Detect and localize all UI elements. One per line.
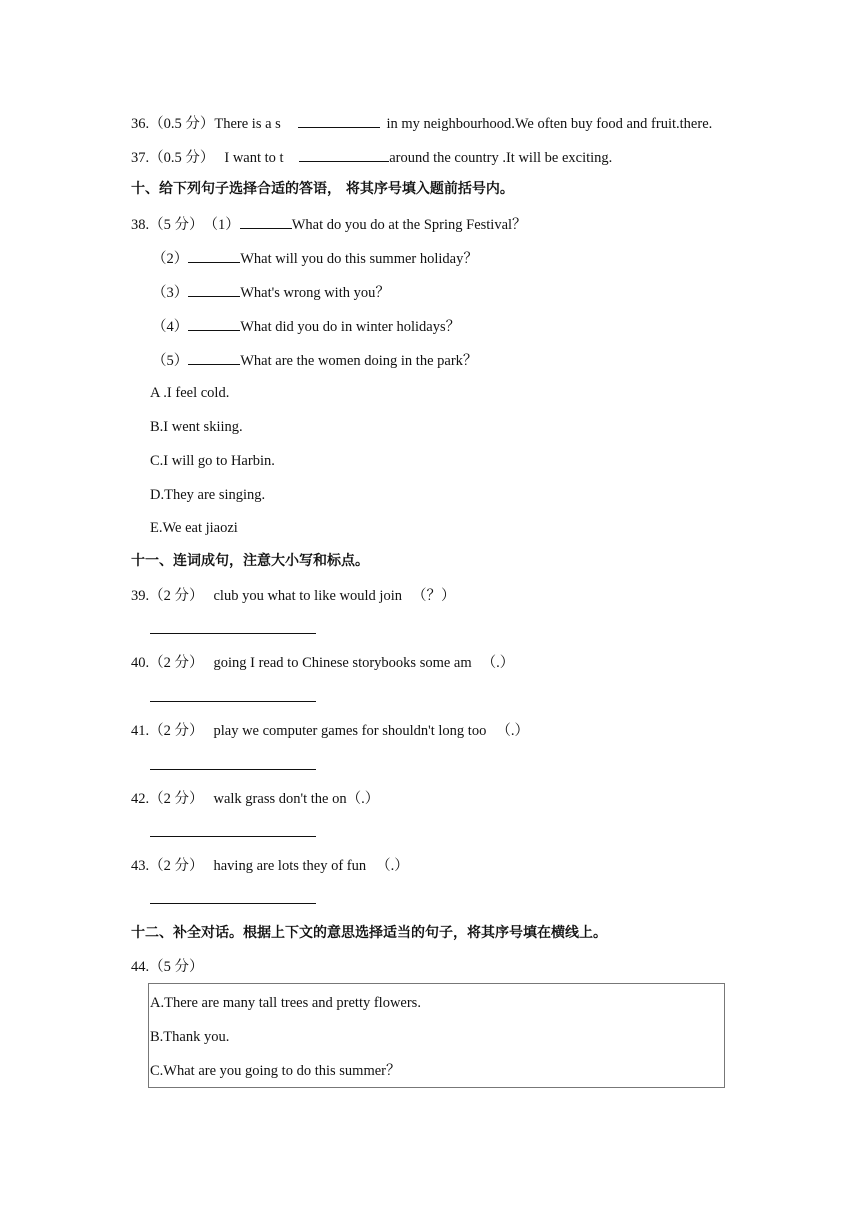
question-36 (131, 113, 712, 133)
question-number: 39. (131, 588, 150, 604)
item-label: （5） (152, 353, 189, 369)
question-number: 36. (131, 116, 150, 132)
answer-line[interactable] (150, 633, 316, 634)
answer-line[interactable] (150, 903, 316, 904)
question-score: （5 分） (149, 217, 204, 233)
question-41 (131, 722, 529, 740)
question-score: （0.5 分） (149, 150, 215, 166)
section-heading-10: 十、给下列句子选择合适的答语， 将其序号填入题前括号内。 (131, 181, 514, 197)
question-score: （2 分） (149, 858, 204, 874)
question-score: （5 分） (149, 959, 204, 975)
section-heading-11: 十一、连词成句，注意大小写和标点。 (131, 553, 369, 569)
scrambled-words: going I read to Chinese storybooks some am (213, 655, 472, 671)
scrambled-words: walk grass don't the on (213, 791, 347, 807)
item-label: （1） (203, 217, 240, 233)
scrambled-words: club you what to like would join (213, 588, 402, 604)
question-42 (131, 790, 379, 808)
option-d: D.They are singing. (150, 487, 266, 503)
question-38-item-3 (152, 282, 390, 302)
punctuation-hint: （.） (376, 858, 409, 874)
scrambled-words: play we computer games for shouldn't long too (213, 723, 487, 739)
question-38 (131, 214, 527, 234)
question-number: 44. (131, 959, 150, 975)
answer-blank[interactable] (299, 147, 389, 162)
punctuation-hint: （.） (496, 723, 529, 739)
question-number: 43. (131, 858, 150, 874)
answer-line[interactable] (150, 701, 316, 702)
item-label: （4） (152, 319, 189, 335)
question-43 (131, 857, 409, 875)
question-score: （2 分） (149, 655, 204, 671)
question-number: 40. (131, 655, 150, 671)
question-score: （2 分） (149, 791, 204, 807)
item-text: What will you do this summer holiday？ (240, 251, 478, 267)
section-heading-12: 十二、补全对话。根据上下文的意思选择适当的句子，将其序号填在横线上。 (131, 925, 607, 941)
item-label: （3） (152, 285, 189, 301)
dialogue-option-c: C.What are you going to do this summer？ (150, 1063, 401, 1079)
question-38-item-5 (152, 350, 477, 370)
item-text: What do you do at the Spring Festival？ (291, 217, 527, 233)
question-text-prefix: There is a s (214, 116, 281, 132)
question-38-item-2 (152, 248, 478, 268)
question-text-prefix: I want to t (224, 150, 284, 166)
item-text: What's wrong with you？ (240, 285, 390, 301)
answer-line[interactable] (150, 836, 316, 837)
question-38-item-4 (152, 316, 460, 336)
answer-blank[interactable] (298, 113, 380, 128)
answer-line[interactable] (150, 769, 316, 770)
question-text-suffix: in my neighbourhood.We often buy food and fruit.there. (386, 116, 713, 132)
answer-blank[interactable] (188, 248, 240, 263)
option-c: C.I will go to Harbin. (150, 453, 275, 469)
option-a: A .I feel cold. (150, 385, 230, 401)
punctuation-hint: （？） (411, 588, 456, 604)
answer-blank[interactable] (188, 316, 240, 331)
option-e: E.We eat jiaozi (150, 520, 238, 536)
question-number: 42. (131, 791, 150, 807)
dialogue-option-a: A.There are many tall trees and pretty flowers. (150, 995, 421, 1011)
question-number: 37. (131, 150, 150, 166)
scrambled-words: having are lots they of fun (213, 858, 367, 874)
dialogue-option-b: B.Thank you. (150, 1029, 230, 1045)
answer-blank[interactable] (188, 282, 240, 297)
question-39 (131, 587, 455, 605)
question-score: （2 分） (149, 723, 204, 739)
answer-blank[interactable] (240, 214, 292, 229)
punctuation-hint: （.） (481, 655, 515, 671)
question-score: （0.5 分） (149, 116, 215, 132)
question-37 (131, 147, 612, 167)
question-40 (131, 654, 514, 672)
option-b: B.I went skiing. (150, 419, 243, 435)
question-number: 38. (131, 217, 150, 233)
question-44 (131, 958, 204, 976)
punctuation-hint: （.） (346, 791, 380, 807)
answer-blank[interactable] (188, 350, 240, 365)
item-label: （2） (152, 251, 189, 267)
question-score: （2 分） (149, 588, 204, 604)
item-text: What did you do in winter holidays？ (240, 319, 461, 335)
item-text: What are the women doing in the park？ (240, 353, 478, 369)
question-number: 41. (131, 723, 150, 739)
question-text-suffix: around the country .It will be exciting. (389, 150, 613, 166)
